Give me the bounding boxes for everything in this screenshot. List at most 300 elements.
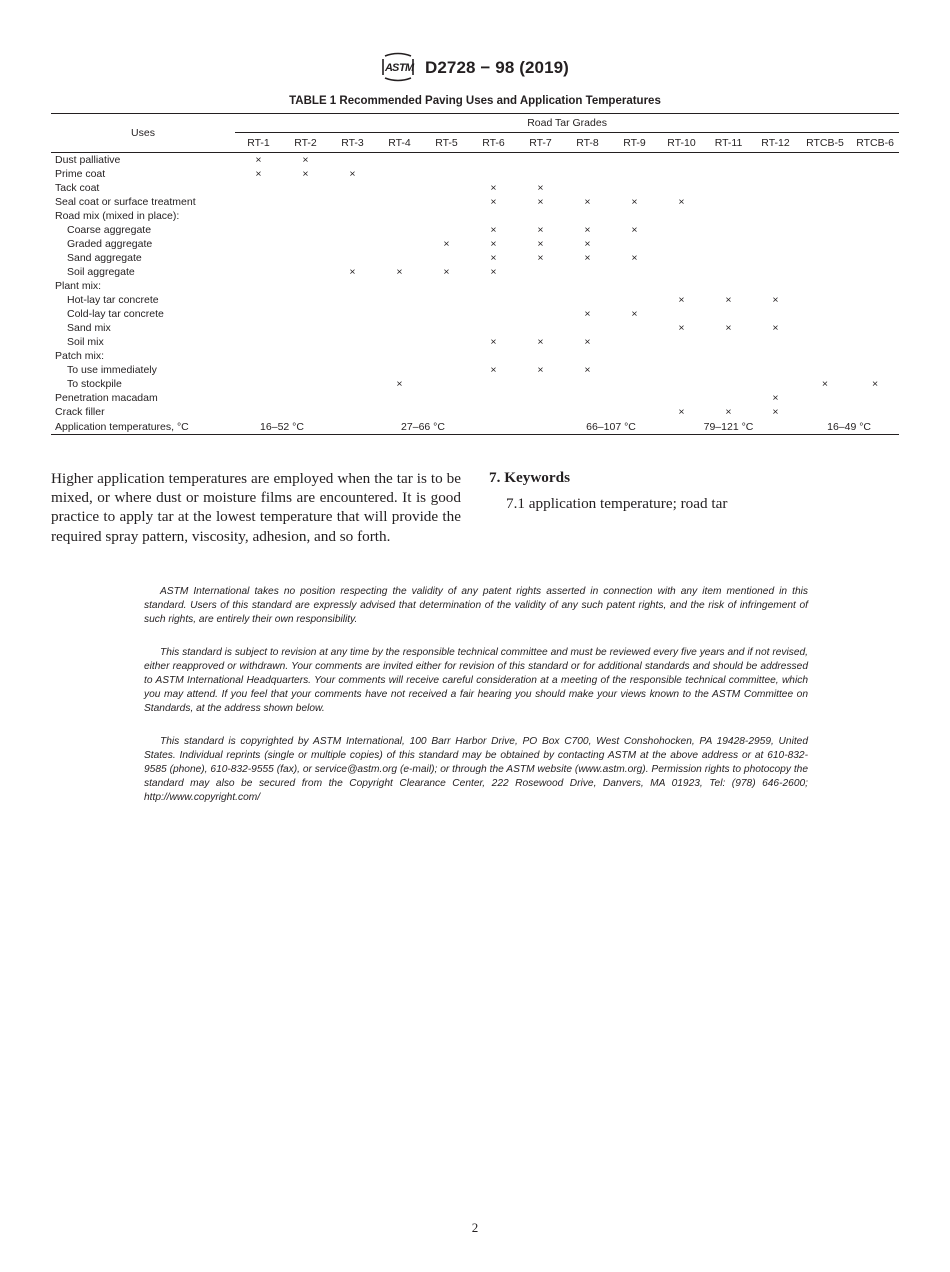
- table-row: [51, 181, 899, 195]
- empty-cell: [611, 237, 658, 251]
- empty-cell: [329, 363, 376, 377]
- empty-cell: [282, 363, 329, 377]
- empty-cell: [705, 209, 752, 223]
- empty-cell: [376, 195, 423, 209]
- empty-cell: [564, 405, 611, 419]
- use-label: Soil aggregate: [67, 266, 135, 278]
- temperature-range: 79–121 °C: [658, 419, 799, 435]
- temperature-range: 16–49 °C: [799, 419, 899, 435]
- empty-cell: [423, 209, 470, 223]
- use-label: Patch mix:: [55, 350, 105, 362]
- table-row: [51, 307, 899, 321]
- empty-cell: [517, 153, 564, 168]
- recommended-mark: ×: [537, 238, 544, 250]
- empty-cell: [376, 181, 423, 195]
- empty-cell: [611, 321, 658, 335]
- empty-cell: [329, 195, 376, 209]
- empty-cell: [564, 377, 611, 391]
- empty-cell: [423, 335, 470, 349]
- empty-cell: [658, 265, 705, 279]
- empty-cell: [235, 265, 282, 279]
- recommended-mark: ×: [584, 196, 591, 208]
- use-label: To use immediately: [67, 364, 157, 376]
- empty-cell: [705, 307, 752, 321]
- empty-cell: [564, 293, 611, 307]
- empty-cell: [329, 293, 376, 307]
- empty-cell: [658, 237, 705, 251]
- grade-column-header: RT-9: [611, 133, 658, 153]
- empty-cell: [235, 363, 282, 377]
- use-label: Plant mix:: [55, 280, 102, 292]
- empty-cell: [329, 153, 376, 168]
- empty-cell: [470, 293, 517, 307]
- svg-text:A: A: [385, 62, 393, 74]
- empty-cell: [752, 279, 799, 293]
- recommended-mark: ×: [537, 252, 544, 264]
- recommended-mark: ×: [631, 196, 638, 208]
- recommended-mark: ×: [302, 154, 309, 166]
- copyright-notice: This standard is copyrighted by ASTM International, 100 Barr Harbor Drive, PO Box C700, West Conshohocken, PA 19428-2959, United States. Individual reprints (single or multiple copies) of this standard may be obtained by contacting ASTM at the above address or at 610-832-9585 (phone), 610-832-9555 (fax), or service@astm.org (e-mail); or through the ASTM website (www.astm.org). Permission rights to photocopy the standard may also be secured from the Copyright Clearance Center, 222 Rosewood Drive, Danvers, MA 01923, Tel: (978) 646-2600; http://www.copyright.com/: [144, 736, 808, 803]
- empty-cell: [235, 377, 282, 391]
- empty-cell: [470, 349, 517, 363]
- empty-cell: [376, 307, 423, 321]
- empty-cell: [851, 223, 899, 237]
- empty-cell: [470, 377, 517, 391]
- body-paragraph: Higher application temperatures are employed when the tar is to be mixed, or where dust or moisture films are encountered. It is good practice to apply tar at the lowest temperature that will provide the required spray pattern, viscosity, adhesion, and so forth.: [51, 470, 461, 545]
- svg-text:M: M: [405, 62, 415, 74]
- empty-cell: [517, 377, 564, 391]
- empty-cell: [752, 307, 799, 321]
- empty-cell: [235, 251, 282, 265]
- recommended-mark: ×: [490, 238, 497, 250]
- empty-cell: [658, 377, 705, 391]
- empty-cell: [564, 181, 611, 195]
- table-row: [51, 265, 899, 279]
- table-row: [51, 237, 899, 251]
- empty-cell: [705, 167, 752, 181]
- empty-cell: [235, 181, 282, 195]
- empty-cell: [564, 153, 611, 168]
- empty-cell: [705, 195, 752, 209]
- empty-cell: [752, 209, 799, 223]
- use-label: Penetration macadam: [55, 392, 158, 404]
- empty-cell: [851, 237, 899, 251]
- empty-cell: [851, 335, 899, 349]
- empty-cell: [329, 391, 376, 405]
- empty-cell: [282, 391, 329, 405]
- page-header: [0, 52, 950, 84]
- empty-cell: [517, 321, 564, 335]
- use-label: To stockpile: [67, 378, 122, 390]
- table-row: [51, 223, 899, 237]
- recommended-mark: ×: [443, 266, 450, 278]
- empty-cell: [564, 349, 611, 363]
- empty-cell: [282, 349, 329, 363]
- keywords-heading: 7. Keywords: [489, 469, 570, 486]
- empty-cell: [376, 321, 423, 335]
- svg-text:S: S: [392, 62, 400, 74]
- empty-cell: [705, 181, 752, 195]
- recommended-mark: ×: [821, 378, 829, 390]
- recommended-mark: ×: [584, 224, 591, 236]
- empty-cell: [851, 279, 899, 293]
- empty-cell: [423, 377, 470, 391]
- table-row: [51, 377, 899, 391]
- recommended-mark: ×: [725, 406, 732, 418]
- empty-cell: [423, 307, 470, 321]
- empty-cell: [282, 237, 329, 251]
- empty-cell: [282, 195, 329, 209]
- empty-cell: [611, 405, 658, 419]
- empty-cell: [376, 223, 423, 237]
- empty-cell: [799, 251, 851, 265]
- empty-cell: [282, 265, 329, 279]
- empty-cell: [376, 293, 423, 307]
- empty-cell: [329, 279, 376, 293]
- grade-column-header: RTCB-6: [851, 133, 899, 153]
- empty-cell: [752, 251, 799, 265]
- recommended-mark: ×: [678, 322, 685, 334]
- empty-cell: [329, 307, 376, 321]
- empty-cell: [851, 321, 899, 335]
- empty-cell: [799, 153, 851, 168]
- use-label: Tack coat: [55, 182, 100, 194]
- empty-cell: [705, 237, 752, 251]
- table-row: [51, 251, 899, 265]
- empty-cell: [282, 377, 329, 391]
- empty-cell: [658, 153, 705, 168]
- empty-cell: [282, 223, 329, 237]
- empty-cell: [705, 363, 752, 377]
- empty-cell: [282, 307, 329, 321]
- empty-cell: [282, 181, 329, 195]
- empty-cell: [752, 195, 799, 209]
- empty-cell: [851, 349, 899, 363]
- empty-cell: [282, 405, 329, 419]
- recommended-mark: ×: [537, 224, 544, 236]
- table-row: [51, 405, 899, 419]
- use-label: Hot-lay tar concrete: [67, 294, 159, 306]
- empty-cell: [752, 167, 799, 181]
- empty-cell: [235, 405, 282, 419]
- empty-cell: [282, 335, 329, 349]
- empty-cell: [752, 223, 799, 237]
- grade-column-header: RT-11: [705, 133, 752, 153]
- empty-cell: [851, 405, 899, 419]
- empty-cell: [851, 391, 899, 405]
- empty-cell: [851, 363, 899, 377]
- recommended-mark: ×: [631, 308, 638, 320]
- table-row: [51, 279, 899, 293]
- empty-cell: [851, 209, 899, 223]
- empty-cell: [799, 335, 851, 349]
- empty-cell: [470, 209, 517, 223]
- empty-cell: [799, 307, 851, 321]
- empty-cell: [423, 279, 470, 293]
- recommended-mark: ×: [772, 322, 779, 334]
- empty-cell: [611, 209, 658, 223]
- empty-cell: [235, 237, 282, 251]
- recommended-mark: ×: [678, 196, 685, 208]
- empty-cell: [235, 293, 282, 307]
- recommended-mark: ×: [537, 196, 544, 208]
- empty-cell: [799, 391, 851, 405]
- empty-cell: [851, 153, 899, 168]
- recommended-mark: ×: [490, 224, 497, 236]
- empty-cell: [799, 363, 851, 377]
- empty-cell: [799, 195, 851, 209]
- empty-cell: [658, 223, 705, 237]
- empty-cell: [470, 307, 517, 321]
- empty-cell: [658, 363, 705, 377]
- grade-column-header: RT-7: [517, 133, 564, 153]
- empty-cell: [752, 153, 799, 168]
- empty-cell: [423, 195, 470, 209]
- empty-cell: [705, 251, 752, 265]
- empty-cell: [799, 349, 851, 363]
- use-label: Crack filler: [55, 406, 105, 418]
- empty-cell: [752, 265, 799, 279]
- table-row: [51, 293, 899, 307]
- table-row: [51, 153, 899, 168]
- grade-column-header: RT-3: [329, 133, 376, 153]
- empty-cell: [752, 181, 799, 195]
- empty-cell: [329, 335, 376, 349]
- empty-cell: [235, 321, 282, 335]
- recommended-mark: ×: [396, 378, 403, 390]
- table-row: [51, 363, 899, 377]
- empty-cell: [564, 391, 611, 405]
- table-row: [51, 349, 899, 363]
- empty-cell: [752, 237, 799, 251]
- document-code: D2728 − 98 (2019): [425, 58, 569, 77]
- empty-cell: [658, 335, 705, 349]
- empty-cell: [470, 321, 517, 335]
- empty-cell: [752, 349, 799, 363]
- empty-cell: [611, 279, 658, 293]
- grade-column-header: RTCB-5: [799, 133, 851, 153]
- empty-cell: [470, 153, 517, 168]
- empty-cell: [376, 237, 423, 251]
- empty-cell: [235, 279, 282, 293]
- grade-column-header: RT-2: [282, 133, 329, 153]
- recommended-mark: ×: [678, 406, 685, 418]
- recommended-mark: ×: [772, 294, 779, 306]
- empty-cell: [423, 405, 470, 419]
- use-label: Seal coat or surface treatment: [55, 196, 196, 208]
- empty-cell: [658, 209, 705, 223]
- empty-cell: [376, 405, 423, 419]
- recommended-mark: ×: [490, 364, 497, 376]
- recommended-mark: ×: [678, 294, 685, 306]
- empty-cell: [705, 377, 752, 391]
- temperature-range: 16–52 °C: [235, 419, 329, 435]
- recommended-mark: ×: [349, 266, 356, 278]
- empty-cell: [423, 391, 470, 405]
- use-label: Coarse aggregate: [67, 224, 152, 236]
- empty-cell: [329, 181, 376, 195]
- empty-cell: [705, 349, 752, 363]
- empty-cell: [517, 391, 564, 405]
- temperature-range: 66–107 °C: [564, 419, 658, 435]
- empty-cell: [851, 265, 899, 279]
- recommended-mark: ×: [255, 168, 262, 180]
- empty-cell: [705, 153, 752, 168]
- temperature-range: [329, 419, 376, 435]
- empty-cell: [329, 251, 376, 265]
- empty-cell: [376, 363, 423, 377]
- recommended-mark: ×: [490, 252, 497, 264]
- empty-cell: [282, 293, 329, 307]
- empty-cell: [611, 335, 658, 349]
- application-temperatures-row: [51, 419, 899, 435]
- table-row: [51, 195, 899, 209]
- empty-cell: [752, 363, 799, 377]
- recommended-mark: ×: [302, 168, 309, 180]
- empty-cell: [564, 279, 611, 293]
- empty-cell: [851, 251, 899, 265]
- use-label: Sand aggregate: [67, 252, 142, 264]
- empty-cell: [376, 209, 423, 223]
- empty-cell: [329, 349, 376, 363]
- keywords-text: 7.1 application temperature; road tar: [506, 495, 728, 512]
- recommended-mark: ×: [584, 252, 591, 264]
- empty-cell: [658, 349, 705, 363]
- empty-cell: [423, 349, 470, 363]
- empty-cell: [658, 307, 705, 321]
- grade-column-header: RT-4: [376, 133, 423, 153]
- grade-column-header: RT-10: [658, 133, 705, 153]
- empty-cell: [658, 167, 705, 181]
- grade-column-header: RT-8: [564, 133, 611, 153]
- empty-cell: [376, 167, 423, 181]
- empty-cell: [517, 307, 564, 321]
- empty-cell: [423, 167, 470, 181]
- grade-column-header: RT-6: [470, 133, 517, 153]
- recommended-mark: ×: [443, 238, 450, 250]
- table-title: TABLE 1 Recommended Paving Uses and Application Temperatures: [289, 95, 661, 107]
- empty-cell: [329, 377, 376, 391]
- empty-cell: [611, 265, 658, 279]
- recommended-mark: ×: [490, 266, 497, 278]
- empty-cell: [423, 321, 470, 335]
- recommended-mark: ×: [584, 336, 591, 348]
- empty-cell: [329, 237, 376, 251]
- empty-cell: [611, 363, 658, 377]
- empty-cell: [235, 391, 282, 405]
- empty-cell: [658, 279, 705, 293]
- empty-cell: [235, 349, 282, 363]
- empty-cell: [235, 209, 282, 223]
- recommended-mark: ×: [584, 308, 591, 320]
- empty-cell: [611, 377, 658, 391]
- empty-cell: [376, 349, 423, 363]
- empty-cell: [611, 153, 658, 168]
- recommended-mark: ×: [349, 168, 356, 180]
- empty-cell: [564, 209, 611, 223]
- empty-cell: [235, 195, 282, 209]
- empty-cell: [517, 209, 564, 223]
- temperature-range: 27–66 °C: [376, 419, 470, 435]
- empty-cell: [752, 377, 799, 391]
- uses-header: Uses: [51, 114, 235, 153]
- empty-cell: [564, 265, 611, 279]
- temperature-range: [470, 419, 564, 435]
- astm-logo-icon: [379, 52, 417, 82]
- table-row: [51, 209, 899, 223]
- empty-cell: [851, 167, 899, 181]
- empty-cell: [282, 209, 329, 223]
- empty-cell: [329, 405, 376, 419]
- empty-cell: [470, 279, 517, 293]
- table-row: [51, 321, 899, 335]
- recommended-mark: ×: [772, 406, 779, 418]
- empty-cell: [799, 321, 851, 335]
- empty-cell: [658, 251, 705, 265]
- revision-notice: This standard is subject to revision at any time by the responsible technical committee and must be reviewed every five years and if not revised, either reapproved or withdrawn. Your comments are invited either for revision of this standard or for additional standards and should be addressed to ASTM International Headquarters. Your comments will receive careful consideration at a meeting of the responsible technical committee, which you may attend. If you feel that your comments have not received a fair hearing you should make your views known to the ASTM Committee on Standards, at the address shown below.: [144, 647, 808, 714]
- empty-cell: [851, 195, 899, 209]
- recommended-mark: ×: [396, 266, 403, 278]
- empty-cell: [376, 279, 423, 293]
- empty-cell: [517, 167, 564, 181]
- empty-cell: [423, 251, 470, 265]
- empty-cell: [799, 405, 851, 419]
- recommended-mark: ×: [631, 224, 638, 236]
- empty-cell: [611, 293, 658, 307]
- recommended-mark: ×: [772, 392, 779, 404]
- empty-cell: [752, 335, 799, 349]
- empty-cell: [564, 321, 611, 335]
- empty-cell: [851, 307, 899, 321]
- empty-cell: [235, 307, 282, 321]
- road-tar-grades-header: Road Tar Grades: [235, 114, 899, 133]
- empty-cell: [799, 223, 851, 237]
- empty-cell: [376, 251, 423, 265]
- empty-cell: [611, 349, 658, 363]
- paving-uses-table: [51, 113, 899, 435]
- empty-cell: [611, 391, 658, 405]
- empty-cell: [423, 223, 470, 237]
- empty-cell: [611, 181, 658, 195]
- recommended-mark: ×: [490, 182, 497, 194]
- grade-column-header: RT-5: [423, 133, 470, 153]
- empty-cell: [799, 237, 851, 251]
- empty-cell: [470, 391, 517, 405]
- empty-cell: [705, 279, 752, 293]
- recommended-mark: ×: [537, 336, 544, 348]
- empty-cell: [376, 153, 423, 168]
- empty-cell: [799, 293, 851, 307]
- recommended-mark: ×: [725, 322, 732, 334]
- recommended-mark: ×: [537, 364, 544, 376]
- empty-cell: [799, 167, 851, 181]
- use-label: Graded aggregate: [67, 238, 153, 250]
- empty-cell: [282, 251, 329, 265]
- table-row: [51, 335, 899, 349]
- grade-column-header: RT-1: [235, 133, 282, 153]
- empty-cell: [705, 391, 752, 405]
- empty-cell: [851, 181, 899, 195]
- empty-cell: [705, 335, 752, 349]
- empty-cell: [423, 153, 470, 168]
- grade-column-header: RT-12: [752, 133, 799, 153]
- empty-cell: [799, 279, 851, 293]
- empty-cell: [329, 223, 376, 237]
- use-label: Dust palliative: [55, 154, 121, 166]
- recommended-mark: ×: [872, 378, 879, 390]
- empty-cell: [282, 279, 329, 293]
- recommended-mark: ×: [490, 336, 497, 348]
